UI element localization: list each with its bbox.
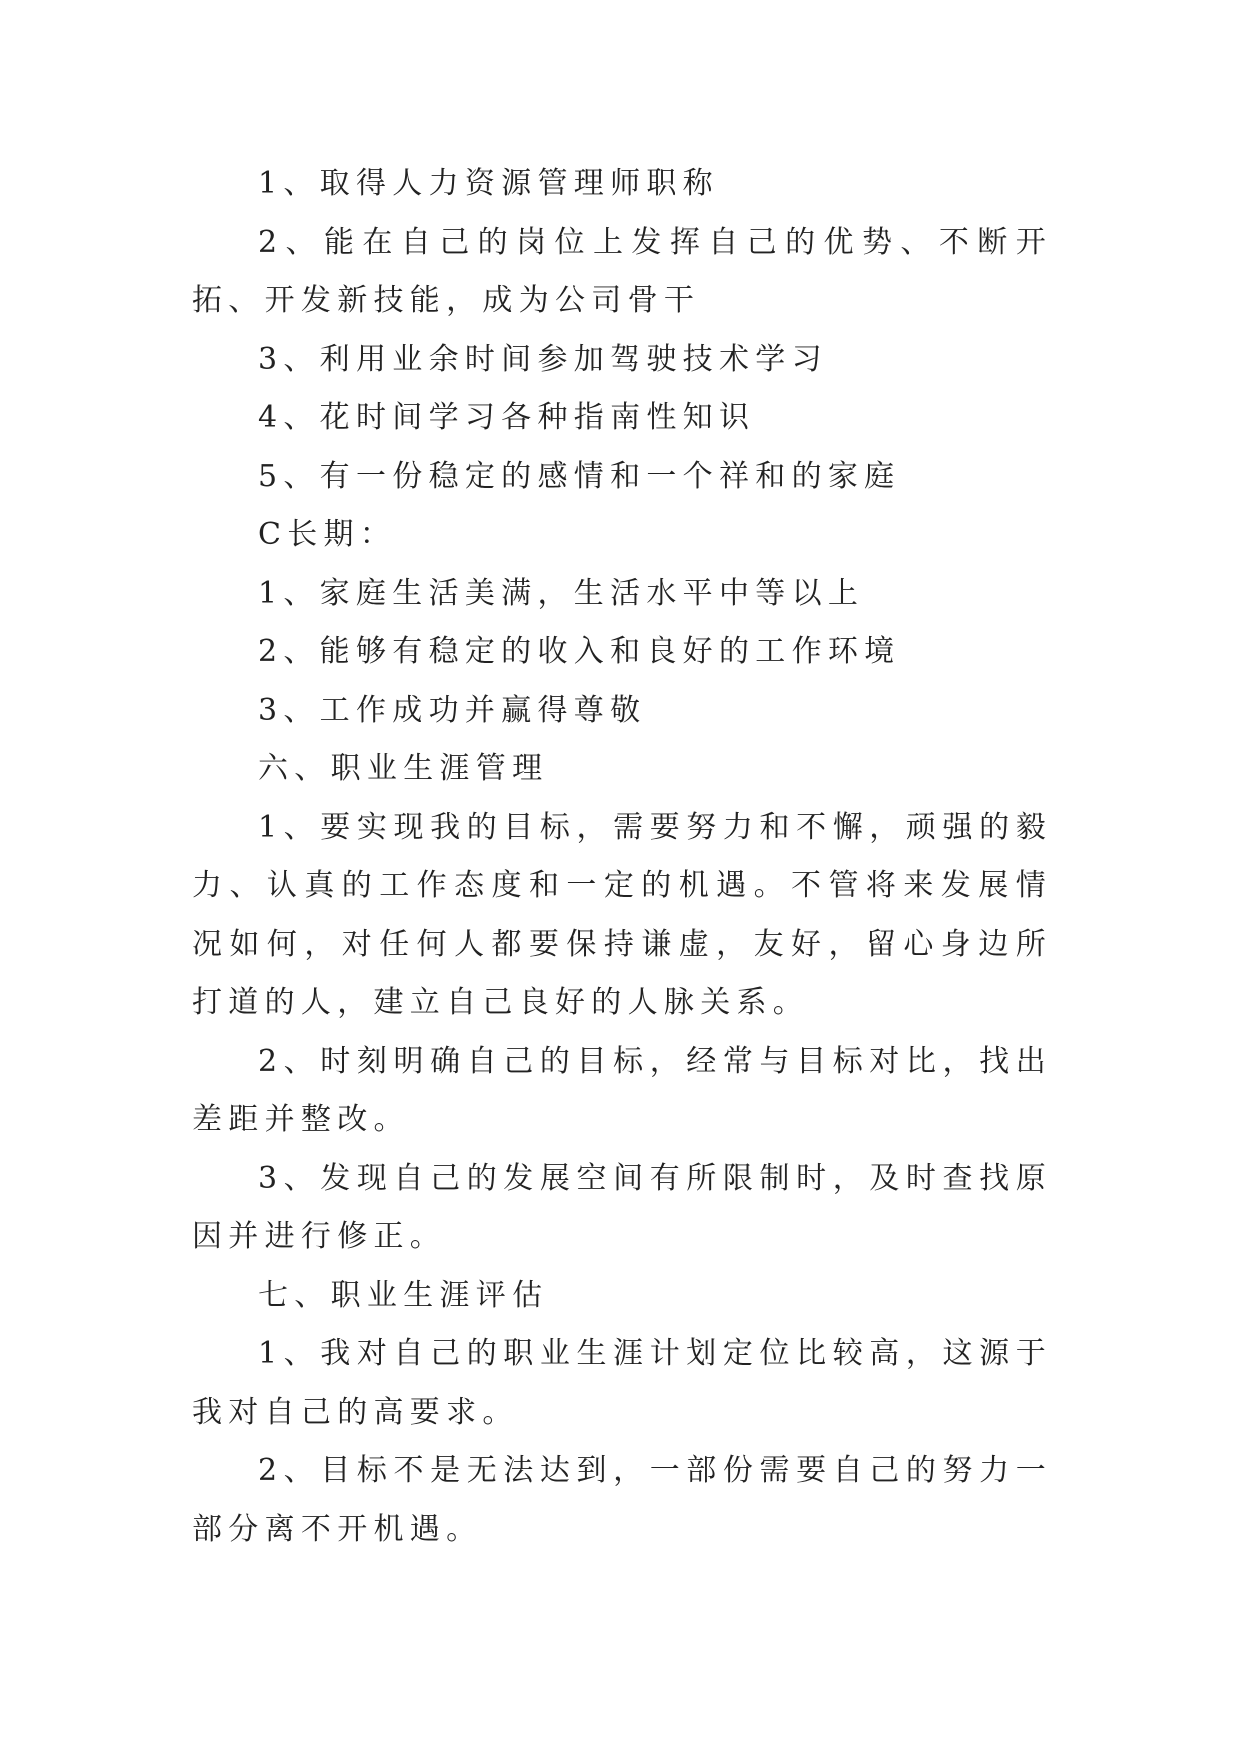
- paragraph-1: 1、取得人力资源管理师职称: [258, 166, 719, 201]
- section-heading-career-evaluation: 七、职业生涯评估: [258, 1277, 549, 1313]
- paragraph-4: 4、花时间学习各种指南性知识: [258, 400, 756, 435]
- paragraph-8: 3、工作成功并赢得尊敬: [258, 692, 647, 728]
- paragraph-6: 1、家庭生活美满，生活水平中等以上: [258, 575, 865, 611]
- paragraph-2: 2、能在自己的岗位上发挥自己的优势、不断开拓、开发新技能，成为公司骨干: [192, 224, 1052, 318]
- document-body: [192, 155, 1052, 1559]
- paragraph-5: 5、有一份稳定的感情和一个祥和的家庭: [258, 458, 901, 494]
- paragraph-12: 1、我对自己的职业生涯计划定位比较高，这源于我对自己的高要求。: [192, 1336, 1052, 1430]
- paragraph-11: 3、发现自己的发展空间有所限制时，及时查找原因并进行修正。: [192, 1160, 1052, 1254]
- paragraph-7: 2、能够有稳定的收入和良好的工作环境: [258, 634, 901, 669]
- section-heading-long-term: C长期：: [258, 517, 397, 552]
- paragraph-13: 2、目标不是无法达到，一部份需要自己的努力一部分离不开机遇。: [192, 1453, 1052, 1547]
- paragraph-9: 1、要实现我的目标，需要努力和不懈，顽强的毅力、认真的工作态度和一定的机遇。不管将来发展情况如何，对任何人都要保持谦虚，友好，留心身边所打道的人，建立自己良好的人脉关系。: [192, 809, 1052, 1020]
- section-heading-career-management: 六、职业生涯管理: [258, 751, 549, 786]
- paragraph-10: 2、时刻明确自己的目标，经常与目标对比，找出差距并整改。: [192, 1043, 1052, 1137]
- paragraph-3: 3、利用业余时间参加驾驶技术学习: [258, 341, 828, 377]
